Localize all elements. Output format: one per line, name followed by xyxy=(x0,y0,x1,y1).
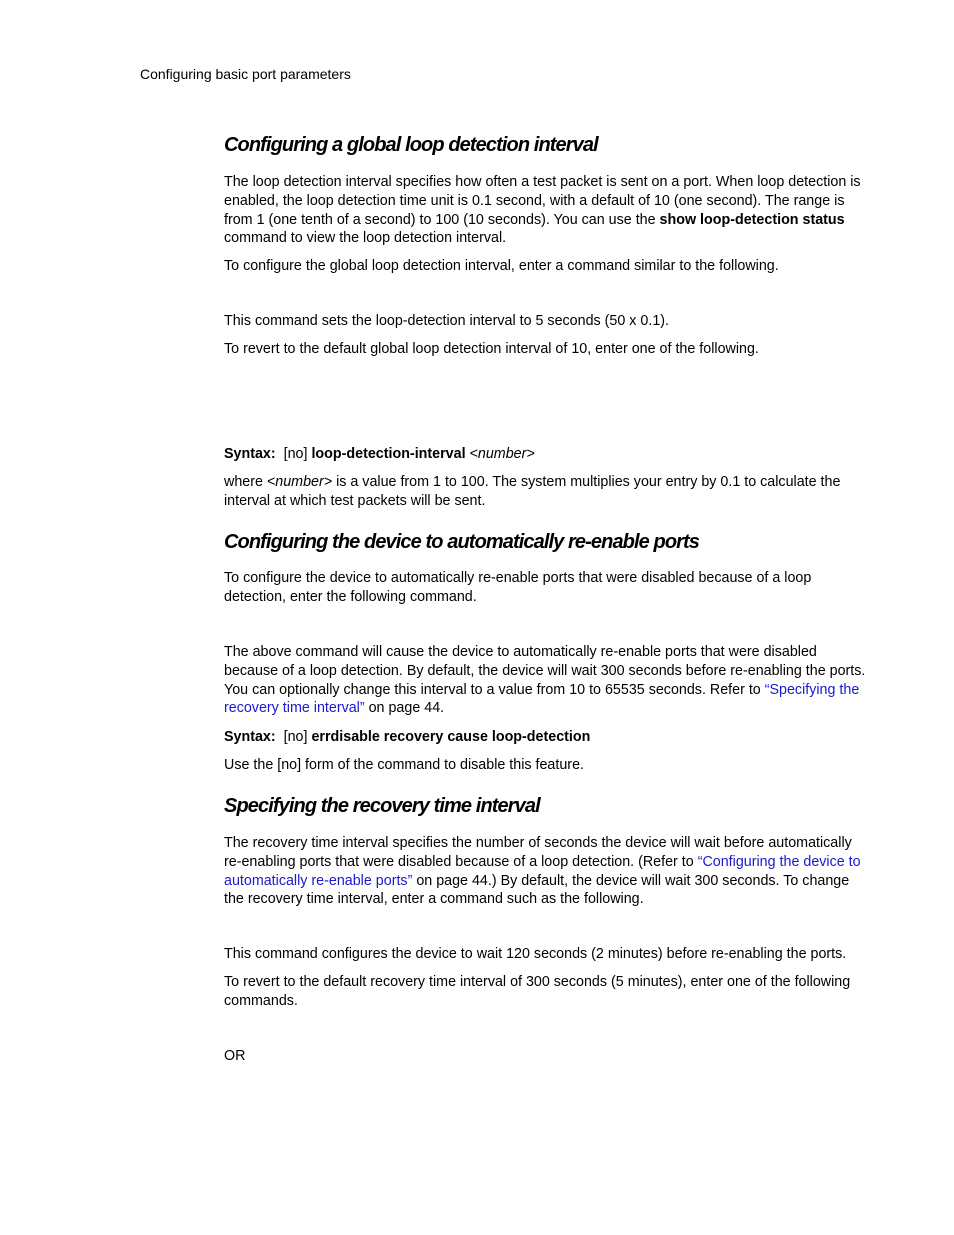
syntax-no-keyword: [no] xyxy=(283,446,308,462)
text: command to view the loop detection interval. xyxy=(224,230,507,247)
syntax-loop-detection-interval xyxy=(224,445,872,464)
text: where xyxy=(224,474,267,490)
text: on page 44. xyxy=(364,700,445,717)
syntax-label: Syntax: xyxy=(224,729,276,745)
section-heading-loop-detection-interval: Configuring a global loop detection interval xyxy=(224,134,598,156)
paragraph-revert-default-interval: To revert to the default global loop detection interval of 10, enter one of the following. xyxy=(224,341,759,357)
paragraph-wait-120-seconds: This command configures the device to wait 120 seconds (2 minutes) before re-enabling the ports. xyxy=(224,946,847,962)
paragraph-auto-reenable-details xyxy=(224,643,872,718)
parameter-number: <number> xyxy=(266,474,333,490)
running-header: Configuring basic port parameters xyxy=(140,66,351,82)
paragraph-revert-recovery-interval: To revert to the default recovery time interval of 300 seconds (5 minutes), enter one of the following commands. xyxy=(224,974,851,1009)
text-or: OR xyxy=(224,1048,246,1064)
syntax-command: errdisable recovery cause loop-detection xyxy=(311,729,591,745)
syntax-label: Syntax: xyxy=(224,446,276,462)
section-heading-recovery-time-interval: Specifying the recovery time interval xyxy=(224,795,540,817)
syntax-no-keyword: [no] xyxy=(283,729,308,745)
syntax-errdisable-recovery xyxy=(224,728,872,747)
text: is a value from 1 to 100. The system multiplies your entry by 0.1 to calculate the interval at which test packets will be sent. xyxy=(224,474,841,509)
syntax-command: loop-detection-interval xyxy=(311,446,466,462)
paragraph-loop-detection-intro xyxy=(224,173,872,248)
command-show-loop-detection-status: show loop-detection status xyxy=(659,211,845,228)
text: The recovery time interval specifies the number of seconds the device will wait before automatically re-enabling ports that were disabled because of a loop detection. (Refer to xyxy=(224,835,852,870)
paragraph-auto-reenable-intro: To configure the device to automatically re-enable ports that were disabled because of a loop detection, enter the following command. xyxy=(224,570,812,605)
section-heading-auto-reenable-ports: Configuring the device to automatically re-enable ports xyxy=(224,531,700,553)
paragraph-recovery-interval-intro xyxy=(224,834,872,909)
link-specifying-recovery-time-interval[interactable]: “Specifying the recovery time interval” xyxy=(224,681,860,717)
syntax-parameter: <number> xyxy=(469,446,535,462)
paragraph-no-form: Use the [no] form of the command to disable this feature. xyxy=(224,757,584,773)
text: The above command will cause the device to automatically re-enable ports that were disabled because of a loop detection. By default, the device will wait 300 seconds before re-enabling the ports. You can optionally change this interval to a value from 10 to 65535 seconds. Refer to xyxy=(224,644,866,698)
paragraph-number-range xyxy=(224,473,872,511)
paragraph-configure-interval: To configure the global loop detection interval, enter a command similar to the following. xyxy=(224,258,779,274)
text: The loop detection interval specifies how often a test packet is sent on a port. When loop detection is enabled, the loop detection time unit is 0.1 second, with a default of 10 (one second). The range is from 1 (one tenth of a second) to 100 (10 seconds). You can use the xyxy=(224,174,861,228)
text: on page 44.) By default, the device will wait 300 seconds. To change the recovery time interval, enter a command such as the following. xyxy=(224,872,850,908)
link-configuring-auto-reenable-ports[interactable]: “Configuring the device to automatically re-enable ports” xyxy=(224,853,861,889)
paragraph-command-sets-interval: This command sets the loop-detection interval to 5 seconds (50 x 0.1). xyxy=(224,313,670,329)
